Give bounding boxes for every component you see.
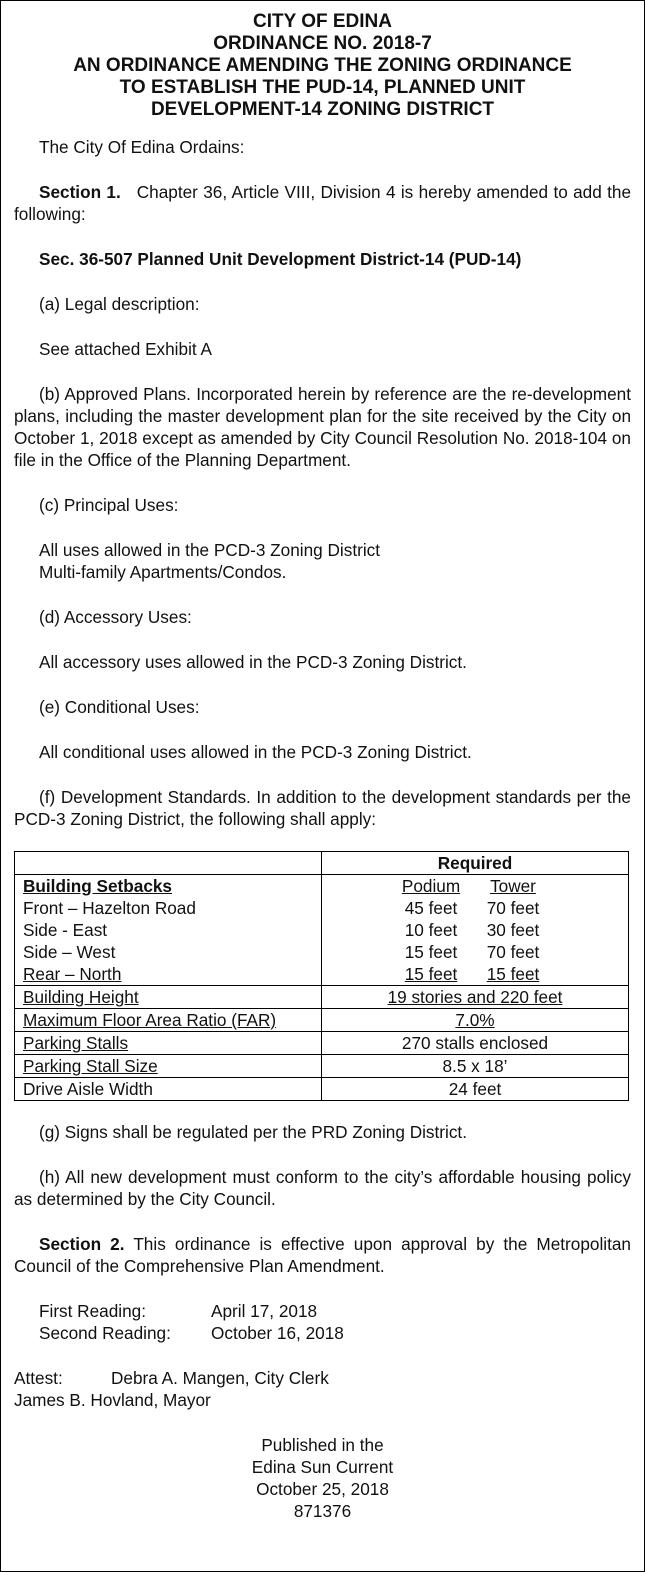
item-a-text: See attached Exhibit A [39, 339, 212, 359]
setbacks-row [15, 875, 629, 986]
table-row [15, 1078, 629, 1101]
setback-values-side-east [322, 919, 628, 941]
attest-label: Attest: [14, 1368, 63, 1388]
row-label-parking-stall-size: Parking Stall Size [15, 1055, 322, 1078]
attest-line [14, 1367, 631, 1389]
city-clerk: Debra A. Mangen, City Clerk [111, 1368, 329, 1388]
item-c-line-2: Multi-family Apartments/Condos. [39, 562, 287, 582]
publication-info [14, 1434, 631, 1522]
required-header: Required [322, 852, 629, 875]
item-d-label: (d) Accessory Uses: [39, 607, 192, 627]
podium-header: Podium [401, 876, 461, 896]
row-value-parking-stall-size: 8.5 x 18’ [322, 1055, 629, 1078]
section-heading: Sec. 36-507 Planned Unit Development District-14 (PUD-14) [39, 249, 522, 269]
publication-date: October 25, 2018 [256, 1479, 389, 1499]
row-value-building-height: 19 stories and 220 feet [322, 986, 629, 1009]
setback-label-side-west: Side – West [23, 942, 116, 962]
row-label-far: Maximum Floor Area Ratio (FAR) [15, 1009, 322, 1032]
title-ordinance-number: ORDINANCE NO. 2018-7 [213, 33, 432, 54]
section-2 [14, 1233, 631, 1277]
podium-front: 45 feet [404, 898, 458, 918]
second-reading-date: October 16, 2018 [211, 1323, 344, 1343]
first-reading [39, 1300, 631, 1322]
publication-line-2: Edina Sun Current [251, 1457, 394, 1477]
mayor: James B. Hovland, Mayor [14, 1390, 211, 1410]
section-2-text: This ordinance is effective upon approval by the Metropolitan Council of the Comprehensive Plan Amendment. [14, 1234, 631, 1276]
setbacks-labels [15, 875, 322, 986]
section-2-label: Section 2. [39, 1234, 125, 1254]
title-city: CITY OF EDINA [253, 11, 392, 32]
row-value-parking-stalls: 270 stalls enclosed [322, 1032, 629, 1055]
item-b-text: (b) Approved Plans. Incorporated herein by reference are the re-development plans, including the master development plan for the site received by the City on October 1, 2018 except as amended by City Council Resolution No. 2018-104 on file in the Office of the Planning Department. [14, 384, 631, 470]
setback-values-side-west [322, 941, 628, 963]
section-1-text: Chapter 36, Article VIII, Division 4 is hereby amended to add the following: [14, 182, 632, 224]
setback-values-front [322, 897, 628, 919]
row-value-far: 7.0% [322, 1009, 629, 1032]
item-a-label: (a) Legal description: [39, 294, 200, 314]
title-line-3: AN ORDINANCE AMENDING THE ZONING ORDINANCE [73, 55, 572, 76]
table-row [15, 986, 629, 1009]
item-d-text: All accessory uses allowed in the PCD-3 Zoning District. [39, 652, 467, 672]
publication-line-1: Published in the [261, 1435, 384, 1455]
row-label-building-height: Building Height [15, 986, 322, 1009]
tower-side-west: 70 feet [486, 942, 540, 962]
podium-rear: 15 feet [404, 964, 458, 984]
title-line-5: DEVELOPMENT-14 ZONING DISTRICT [150, 99, 495, 120]
item-c-line-1: All uses allowed in the PCD-3 Zoning District [39, 540, 381, 560]
table-row [15, 1009, 629, 1032]
setback-label-front: Front – Hazelton Road [23, 898, 196, 918]
section-1 [14, 181, 631, 225]
second-reading-label: Second Reading: [39, 1323, 171, 1343]
item-e-label: (e) Conditional Uses: [39, 697, 200, 717]
table-row [15, 1032, 629, 1055]
podium-side-east: 10 feet [404, 920, 458, 940]
item-f-text: (f) Development Standards. In addition to the development standards per the PCD-3 Zoning District, the following shall apply: [14, 787, 631, 829]
setback-subheader [322, 875, 628, 897]
item-g-text: (g) Signs shall be regulated per the PRD Zoning District. [39, 1122, 467, 1142]
publication-id: 871376 [293, 1501, 352, 1521]
signatures [14, 1367, 631, 1411]
section-1-label: Section 1. [39, 182, 121, 202]
tower-side-east: 30 feet [486, 920, 540, 940]
ordains-line: The City Of Edina Ordains: [39, 137, 245, 157]
development-standards-table [14, 851, 629, 1101]
item-h-text: (h) All new development must conform to the city’s affordable housing policy as determined by the City Council. [14, 1167, 631, 1209]
setbacks-label: Building Setbacks [23, 876, 172, 896]
first-reading-date: April 17, 2018 [211, 1301, 318, 1321]
setbacks-values [322, 875, 629, 986]
notice-title [14, 11, 631, 121]
first-reading-label: First Reading: [39, 1301, 146, 1321]
row-label-drive-aisle-width: Drive Aisle Width [15, 1078, 322, 1101]
title-line-4: TO ESTABLISH THE PUD-14, PLANNED UNIT [119, 77, 526, 98]
table-header-row [15, 852, 629, 875]
setback-values-rear [322, 963, 628, 985]
table-row [15, 1055, 629, 1078]
podium-side-west: 15 feet [404, 942, 458, 962]
header-blank-cell [15, 852, 322, 875]
setback-label-side-east: Side - East [23, 920, 108, 940]
readings [14, 1300, 631, 1344]
tower-header: Tower [490, 876, 536, 896]
row-value-drive-aisle-width: 24 feet [322, 1078, 629, 1101]
tower-rear: 15 feet [486, 964, 540, 984]
item-c-label: (c) Principal Uses: [39, 495, 179, 515]
tower-front: 70 feet [486, 898, 540, 918]
second-reading [39, 1322, 631, 1344]
item-e-text: All conditional uses allowed in the PCD-3 Zoning District. [39, 742, 472, 762]
row-label-parking-stalls: Parking Stalls [15, 1032, 322, 1055]
setback-label-rear: Rear – North [23, 964, 122, 984]
